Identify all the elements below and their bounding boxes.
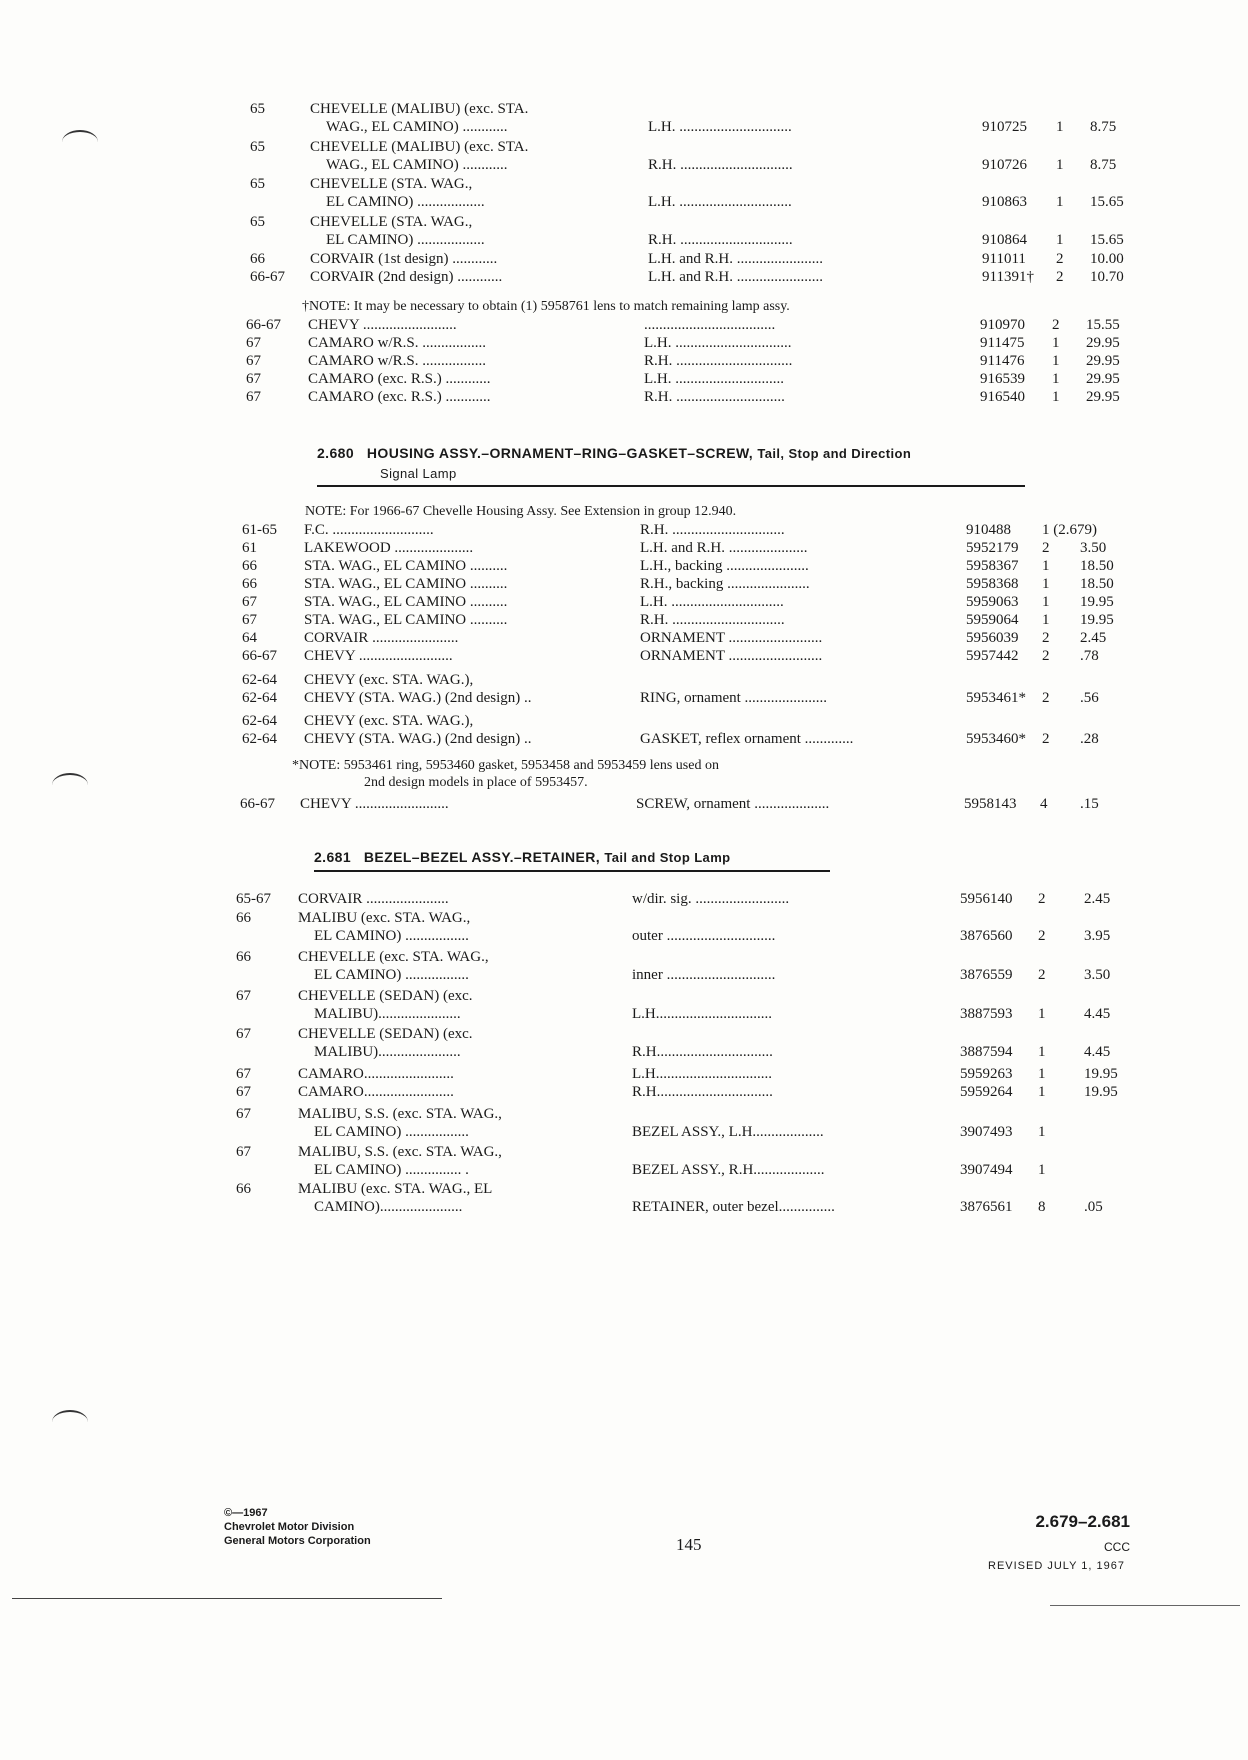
price: 29.95 (1086, 353, 1120, 369)
model-name (298, 909, 470, 945)
footer-publisher (224, 1506, 371, 1548)
model-line: MALIBU (exc. STA. WAG., (298, 910, 471, 926)
section-subtitle: Signal Lamp (380, 466, 457, 481)
model-line: CHEVY ......................... (304, 648, 453, 664)
part-description: L.H............................... (632, 1066, 772, 1082)
model-name (304, 557, 507, 575)
part-number: 3907493 (960, 1124, 1013, 1140)
part-description: SCREW, ornament .................... (636, 796, 830, 812)
part-number: 5957442 (966, 648, 1019, 664)
bottom-rule (12, 1598, 442, 1599)
model-line: EL CAMINO) ................. (314, 1124, 469, 1140)
price: .56 (1080, 690, 1099, 706)
model-line: CHEVY ......................... (300, 796, 449, 812)
model-line: EL CAMINO) .................. (326, 194, 485, 210)
part-description: BEZEL ASSY., L.H................... (632, 1124, 824, 1140)
model-line: STA. WAG., EL CAMINO .......... (304, 594, 508, 610)
part-number: 910863 (982, 194, 1027, 210)
model-line: CHEVELLE (STA. WAG., (310, 176, 473, 192)
price: 19.95 (1084, 1066, 1118, 1082)
model-year: 65-67 (236, 891, 271, 907)
part-description: L.H., backing ...................... (640, 558, 809, 574)
model-year: 66 (250, 251, 265, 267)
model-year: 62-64 (242, 690, 277, 706)
price: 3.50 (1080, 540, 1107, 556)
quantity: 1 (1052, 335, 1060, 351)
price: 8.75 (1090, 119, 1117, 135)
part-number: 5958367 (966, 558, 1019, 574)
part-description: RING, ornament ...................... (640, 690, 828, 706)
price: 4.45 (1084, 1044, 1111, 1060)
part-description: R.H............................... (632, 1084, 773, 1100)
quantity: 2 (1038, 967, 1046, 983)
copyright: ©—1967 (224, 1507, 268, 1519)
revision-date: REVISED JULY 1, 1967 (988, 1560, 1125, 1572)
model-year: 67 (242, 612, 257, 628)
price: 29.95 (1086, 335, 1120, 351)
model-name (310, 100, 528, 136)
part-description: GASKET, reflex ornament ............. (640, 731, 854, 747)
part-number: 5959263 (960, 1066, 1013, 1082)
part-number: 5958143 (964, 796, 1017, 812)
part-description: BEZEL ASSY., R.H................... (632, 1162, 825, 1178)
part-description: w/dir. sig. ......................... (632, 891, 790, 907)
model-year: 62-64 (242, 713, 277, 729)
model-line: CORVAIR ...................... (298, 891, 449, 907)
price: 15.65 (1090, 232, 1124, 248)
quantity: 2 (1042, 540, 1050, 556)
model-name (310, 175, 485, 211)
punch-mark-icon (52, 1410, 88, 1422)
model-year: 66 (242, 576, 257, 592)
part-number: 911476 (980, 353, 1025, 369)
part-description: L.H. .............................. (648, 194, 792, 210)
part-number: 911475 (980, 335, 1025, 351)
part-description: ORNAMENT ......................... (640, 630, 823, 646)
model-line: CHEVY ......................... (308, 317, 457, 333)
model-name (298, 948, 489, 984)
model-name (304, 575, 507, 593)
quantity: 1 (1052, 389, 1060, 405)
model-name (298, 1180, 492, 1216)
model-name (304, 647, 453, 665)
model-name (308, 370, 491, 388)
model-line: CAMARO........................ (298, 1066, 454, 1082)
division: Chevrolet Motor Division (224, 1521, 355, 1533)
quantity: 2 (1038, 928, 1046, 944)
part-number: 5953461* (966, 690, 1026, 706)
model-name (304, 539, 473, 557)
model-year: 66-67 (240, 796, 275, 812)
model-line: EL CAMINO) ............... . (314, 1162, 469, 1178)
part-number: 911011 (982, 251, 1026, 267)
model-year: 67 (236, 1144, 251, 1160)
model-name (298, 1025, 473, 1061)
model-year: 65 (250, 214, 265, 230)
punch-mark-icon (62, 130, 98, 142)
model-year: 66 (236, 910, 251, 926)
model-line: CHEVY (STA. WAG.) (2nd design) .. (304, 690, 532, 706)
part-number: 5959063 (966, 594, 1019, 610)
price: 15.65 (1090, 194, 1124, 210)
section-number: 2.681 (314, 849, 352, 865)
model-line: MALIBU (exc. STA. WAG., EL (298, 1181, 493, 1197)
price: 29.95 (1086, 371, 1120, 387)
model-year: 66-67 (242, 648, 277, 664)
quantity: 2 (1038, 891, 1046, 907)
price: 8.75 (1090, 157, 1117, 173)
part-number: 910864 (982, 232, 1027, 248)
model-line: CHEVELLE (exc. STA. WAG., (298, 949, 489, 965)
part-number: 5956140 (960, 891, 1013, 907)
model-name (308, 352, 486, 370)
model-name (298, 987, 473, 1023)
group-range: 2.679–2.681 (1035, 1512, 1130, 1531)
model-year: 66 (242, 558, 257, 574)
quantity: 1 (1056, 232, 1064, 248)
quantity: 1 (1038, 1124, 1046, 1140)
price: .15 (1080, 796, 1099, 812)
model-line: STA. WAG., EL CAMINO .......... (304, 558, 508, 574)
model-line: MALIBU, S.S. (exc. STA. WAG., (298, 1144, 502, 1160)
quantity: 2 (1042, 731, 1050, 747)
model-name (298, 1083, 454, 1101)
model-year: 67 (236, 1026, 251, 1042)
model-name (298, 1143, 502, 1179)
model-name (308, 316, 457, 334)
part-number: 5952179 (966, 540, 1019, 556)
model-year: 67 (236, 1066, 251, 1082)
quantity: 1 (1042, 558, 1050, 574)
part-description: R.H. .............................. (640, 612, 785, 628)
part-description: L.H. and R.H. ..................... (640, 540, 808, 556)
model-year: 66-67 (246, 317, 281, 333)
model-name (304, 712, 473, 730)
part-description: R.H., backing ...................... (640, 576, 810, 592)
model-line: STA. WAG., EL CAMINO .......... (304, 576, 508, 592)
model-line: WAG., EL CAMINO) ............ (326, 157, 508, 173)
part-description: L.H. .............................. (648, 119, 792, 135)
quantity: 2 (1042, 648, 1050, 664)
model-line: CHEVELLE (SEDAN) (exc. (298, 988, 473, 1004)
model-year: 66-67 (250, 269, 285, 285)
part-number: 911391† (982, 269, 1034, 285)
model-line: CAMARO........................ (298, 1084, 454, 1100)
part-number: 3907494 (960, 1162, 1013, 1178)
model-line: CHEVY (exc. STA. WAG.), (304, 713, 474, 729)
model-name (298, 890, 449, 908)
part-description: outer ............................. (632, 928, 776, 944)
model-year: 65 (250, 139, 265, 155)
price: 3.50 (1084, 967, 1111, 983)
model-line: EL CAMINO) ................. (314, 967, 469, 983)
model-line: CHEVY (STA. WAG.) (2nd design) .. (304, 731, 532, 747)
model-name (304, 730, 532, 748)
model-year: 67 (246, 389, 261, 405)
section-2680-subtitle (380, 465, 457, 481)
model-name (308, 334, 486, 352)
model-name (300, 795, 449, 813)
price: 2.45 (1080, 630, 1107, 646)
part-description: ................................... (644, 317, 776, 333)
quantity: 2 (1056, 251, 1064, 267)
model-line: CORVAIR (1st design) ............ (310, 251, 498, 267)
model-year: 67 (236, 988, 251, 1004)
page-number: 145 (676, 1535, 702, 1554)
model-name (298, 1105, 502, 1141)
model-year: 62-64 (242, 672, 277, 688)
model-year: 67 (242, 594, 257, 610)
model-line: CHEVELLE (STA. WAG., (310, 214, 473, 230)
model-line: CAMINO)...................... (314, 1199, 463, 1215)
part-description: R.H. ............................. (644, 389, 785, 405)
section-2681-rule (314, 870, 830, 872)
model-line: F.C. ........................... (304, 522, 434, 538)
quantity: 2 (1052, 317, 1060, 333)
part-number: 3876560 (960, 928, 1013, 944)
section-2680-heading (317, 445, 911, 461)
model-name (304, 593, 507, 611)
part-number: 3876559 (960, 967, 1013, 983)
model-year: 65 (250, 101, 265, 117)
section-2680-rule (317, 485, 1025, 487)
top-note: †NOTE: It may be necessary to obtain (1) 5958761 lens to match remaining lamp assy. (302, 299, 790, 314)
model-line: CHEVELLE (MALIBU) (exc. STA. (310, 139, 529, 155)
model-line: CORVAIR ....................... (304, 630, 459, 646)
part-number: 3887593 (960, 1006, 1013, 1022)
quantity: 1 (1038, 1084, 1046, 1100)
section-2680-footnote-2: 2nd design models in place of 5953457. (364, 775, 588, 790)
part-number: 5953460* (966, 731, 1026, 747)
price: 3.95 (1084, 928, 1111, 944)
section-title-suffix: Tail and Stop Lamp (604, 850, 731, 865)
part-description: RETAINER, outer bezel............... (632, 1199, 835, 1215)
model-year: 62-64 (242, 731, 277, 747)
model-year: 67 (236, 1084, 251, 1100)
price: 19.95 (1080, 612, 1114, 628)
part-description: R.H. .............................. (640, 522, 785, 538)
quantity: 8 (1038, 1199, 1046, 1215)
model-name (304, 521, 434, 539)
quantity: 1 (1042, 612, 1050, 628)
part-number: 3876561 (960, 1199, 1013, 1215)
footer-right (988, 1512, 1130, 1572)
quantity: 1 (1038, 1044, 1046, 1060)
model-year: 66 (236, 1181, 251, 1197)
part-number: 910488 (966, 522, 1011, 538)
part-number: 916539 (980, 371, 1025, 387)
model-year: 66 (236, 949, 251, 965)
price: 4.45 (1084, 1006, 1111, 1022)
model-line: EL CAMINO) .................. (326, 232, 485, 248)
part-description: inner ............................. (632, 967, 776, 983)
price: 19.95 (1080, 594, 1114, 610)
quantity: 4 (1040, 796, 1048, 812)
model-line: CAMARO w/R.S. ................. (308, 353, 486, 369)
quantity: 1 (1056, 157, 1064, 173)
section-number: 2.680 (317, 445, 355, 461)
part-description: R.H. .............................. (648, 157, 793, 173)
model-year: 64 (242, 630, 257, 646)
section-2681-heading (314, 849, 731, 865)
part-number: 5958368 (966, 576, 1019, 592)
corporation: General Motors Corporation (224, 1535, 371, 1547)
model-year: 67 (246, 353, 261, 369)
part-description: L.H............................... (632, 1006, 772, 1022)
model-line: CHEVY (exc. STA. WAG.), (304, 672, 474, 688)
model-name (310, 268, 502, 286)
price: 10.00 (1090, 251, 1124, 267)
part-description: L.H. ............................. (644, 371, 784, 387)
part-number: 5956039 (966, 630, 1019, 646)
quantity: 1 (1052, 371, 1060, 387)
part-number: 5959264 (960, 1084, 1013, 1100)
quantity: 1 (1042, 594, 1050, 610)
section-title: HOUSING ASSY.–ORNAMENT–RING–GASKET–SCREW, (366, 445, 754, 461)
part-description: L.H. and R.H. ....................... (648, 269, 823, 285)
quantity: 1 (1052, 353, 1060, 369)
model-name (310, 250, 497, 268)
quantity: 2 (1042, 690, 1050, 706)
price: .05 (1084, 1199, 1103, 1215)
price: 19.95 (1084, 1084, 1118, 1100)
quantity: 1 (1038, 1162, 1046, 1178)
model-line: MALIBU)...................... (314, 1044, 461, 1060)
model-line: MALIBU, S.S. (exc. STA. WAG., (298, 1106, 502, 1122)
price: 18.50 (1080, 558, 1114, 574)
model-year: 67 (236, 1106, 251, 1122)
section-title-suffix: Tail, Stop and Direction (757, 446, 912, 461)
part-description: R.H............................... (632, 1044, 773, 1060)
model-year: 67 (246, 371, 261, 387)
quantity: 1 (1056, 119, 1064, 135)
part-number: 3887594 (960, 1044, 1013, 1060)
part-number: 910725 (982, 119, 1027, 135)
part-number: 916540 (980, 389, 1025, 405)
quantity: 1 (2.679) (1042, 522, 1097, 538)
model-line: CHEVELLE (SEDAN) (exc. (298, 1026, 473, 1042)
part-description: R.H. ............................... (644, 353, 793, 369)
quantity: 2 (1056, 269, 1064, 285)
price: .78 (1080, 648, 1099, 664)
part-description: L.H. .............................. (640, 594, 784, 610)
model-name (310, 213, 485, 249)
price: 29.95 (1086, 389, 1120, 405)
part-description: R.H. .............................. (648, 232, 793, 248)
part-description: L.H. ............................... (644, 335, 792, 351)
model-name (304, 611, 507, 629)
model-line: LAKEWOOD ..................... (304, 540, 474, 556)
part-number: 5959064 (966, 612, 1019, 628)
price: .28 (1080, 731, 1099, 747)
price: 15.55 (1086, 317, 1120, 333)
part-description: ORNAMENT ......................... (640, 648, 823, 664)
model-name (298, 1065, 454, 1083)
section-title: BEZEL–BEZEL ASSY.–RETAINER, (363, 849, 601, 865)
model-line: CAMARO (exc. R.S.) ............ (308, 371, 491, 387)
model-name (304, 629, 458, 647)
model-year: 61-65 (242, 522, 277, 538)
quantity: 1 (1042, 576, 1050, 592)
model-name (308, 388, 491, 406)
price: 2.45 (1084, 891, 1111, 907)
model-line: WAG., EL CAMINO) ............ (326, 119, 508, 135)
part-description: L.H. and R.H. ....................... (648, 251, 823, 267)
model-name (304, 671, 473, 689)
part-number: 910970 (980, 317, 1025, 333)
price: 10.70 (1090, 269, 1124, 285)
price: 18.50 (1080, 576, 1114, 592)
punch-mark-icon (52, 773, 88, 785)
model-line: STA. WAG., EL CAMINO .......... (304, 612, 508, 628)
quantity: 1 (1038, 1006, 1046, 1022)
bottom-rule-right (1050, 1605, 1240, 1606)
model-line: CHEVELLE (MALIBU) (exc. STA. (310, 101, 529, 117)
model-year: 65 (250, 176, 265, 192)
section-2680-footnote-1: *NOTE: 5953461 ring, 5953460 gasket, 5953458 and 5953459 lens used on (292, 758, 719, 773)
model-name (304, 689, 532, 707)
model-line: CORVAIR (2nd design) ............ (310, 269, 503, 285)
model-year: 67 (246, 335, 261, 351)
model-name (310, 138, 528, 174)
quantity: 1 (1056, 194, 1064, 210)
part-number: 910726 (982, 157, 1027, 173)
model-line: CAMARO w/R.S. ................. (308, 335, 486, 351)
catalog-code: CCC (1104, 1540, 1130, 1554)
quantity: 1 (1038, 1066, 1046, 1082)
model-line: EL CAMINO) ................. (314, 928, 469, 944)
section-2680-note: NOTE: For 1966-67 Chevelle Housing Assy. See Extension in group 12.940. (305, 504, 737, 519)
quantity: 2 (1042, 630, 1050, 646)
model-line: CAMARO (exc. R.S.) ............ (308, 389, 491, 405)
model-line: MALIBU)...................... (314, 1006, 461, 1022)
model-year: 61 (242, 540, 257, 556)
